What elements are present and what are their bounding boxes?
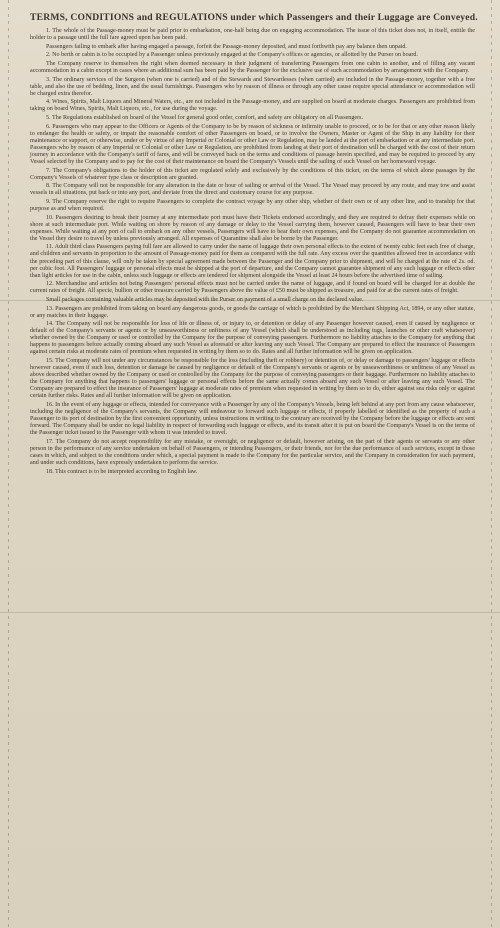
- clause: 12. Merchandise and articles not being Passengers' personal effects must not be carried under the name of luggage, and if found on board will be charged for at double the current rates of freight. All specie, bullion or other treasure carried by Passengers above the value of £50 must be shipped as treasure, and paid for at the current rates of freight.: [30, 281, 475, 295]
- clause: 11. Adult third class Passengers paying full fare are allowed to carry under the name of luggage their own personal effects to the extent of twenty cubic feet each free of charge, and children and servants in proportion to the amount of Passage-money paid for them as compared with the full rate. Any excess over the quantities allowed free in accordance with the preceding part of this clause, will only be taken by special agreement made between the Passenger and the Company prior to shipment, and will be charged at the rate of 2s. od. per cubic foot. All Passengers' luggage or personal effects must be shipped at the port of departure, and the Company cannot guarantee shipment of any such luggage or effects other than light articles for use in the cabin, unless such luggage or effects are tendered for shipment alongside the Vessel at least 24 hours before the advertised time of sailing.: [30, 244, 475, 279]
- clause: 8. The Company will not be responsible for any alteration in the date or hour of sailing or arrival of the Vessel. The Vessel may proceed by any route, and may tow and assist vessels in all situations, put back or into any port, and deviate from the direct and customary course for any purpose.: [30, 183, 475, 197]
- terms-content: [30, 12, 478, 477]
- clause: 16. In the event of any luggage or effects, intended for conveyance with a Passenger by any of the Company's Vessels, being left behind at any port from any cause whatsoever, including the negligence of the Company's servants, the Company will endeavour to forward such luggage or effects, if properly labelled or identified as the property of such a Passenger to its port of destination by the first convenient opportunity, unless instructions in writing to the contrary are received by the Company before the luggage or effects are sent forward. The Company shall be under no legal liability in respect of forwarding such luggage or effects, and its transit after it is put on board the Company's Vessel is on the terms of the Passenger ticket issued to the Passenger with whom it was intended to travel.: [30, 401, 475, 437]
- clause: Small packages containing valuable articles may be deposited with the Purser on payment of a small charge on the declared value.: [46, 296, 364, 303]
- clause: 5. The Regulations established on board of the Vessel for general good order, comfort, and safety are obligatory on all Passengers.: [46, 115, 363, 122]
- fold-line: [0, 612, 500, 613]
- clause: 7. The Company's obligations to the holder of this ticket are regulated solely and exclusively by the conditions of this ticket, on the terms of which alone passages by the Company's Vessels of whatever type class or description are granted.: [30, 167, 475, 181]
- clause: 17. The Company do not accept responsibility for any mistake, or oversight, or negligence or default, however arising, on the part of their agents or servants or any other person in the performance of any service undertaken on behalf of Passengers, or intending Passengers, or their friends, nor for the due performance of such services, except in those cases in which, and subject to the conditions under which, a special payment is made to the Company for the particular service, and the Company in consideration for such payment, and under such conditions, have expressly undertaken to perform the service.: [30, 438, 475, 466]
- clause: Passengers failing to embark after having engaged a passage, forfeit the Passage-money deposited, and must forthwith pay any balance then unpaid.: [46, 43, 407, 50]
- clause: 6. Passengers who may appear to the Officers or Agents of the Company to be by reason of sickness or infirmity unable to proceed, or to be for that or any other reason likely to endanger the health or safety, or impair the reasonable comfort of other Passengers on board, or to involve the Owners, Master or Agent of the Ship in any liability for their maintenance or support, or otherwise, under or by virtue of any Imperial or Colonial or other Law or Regulation, may be landed at the port of embarkation or at any intermediate port. Passengers who by reason of any Imperial or Colonial or other Law or Regulation, are prohibited from landing at their port of destination will be charged with the cost of their return journey in accordance with the Company's tariff of fares, and will be conveyed back on the terms and conditions of passage herein specified, and may be required to proceed by any Vessel selected by the Company and to pay for the cost of their maintenance on board the Company's Vessels until the sailing of such Vessel on her homeward voyage.: [30, 123, 475, 165]
- clause: 13. Passengers are prohibited from taking on board any dangerous goods, or goods the carriage of which is prohibited by the Merchant Shipping Act, 1894, or any other statute, or any matches in their luggage.: [30, 305, 475, 319]
- clause: 2. No berth or cabin is to be occupied by a Passenger unless previously engaged at the Company's offices or agencies, or allotted by the Purser on board.: [46, 52, 418, 59]
- clause: 18. This contract is to be interpreted according to English law.: [46, 468, 198, 475]
- clause: 3. The ordinary services of the Surgeon (when one is carried) and of the Stewards and Stewardesses (when carried) are included in the Passage-money, together with a free table, and also the use of bedding, linen, and the usual furnishings. Passengers who by reason of illness or through any other cause require special attendance or accommodation will be charged extra therefor.: [30, 76, 475, 97]
- right-perforation: [491, 0, 492, 928]
- clause: 15. The Company will not under any circumstances be responsible for the loss (including theft or robbery) or detention of, or delay or damage to passengers' luggage or effects however caused, even if such loss, detention or damage be caused by negligence or default of the Company's servants or agents or by unseaworthiness or unfitness of any Vessel as above described whether owned by the Company or used or controlled by the Company for the purpose of conveying passengers or their baggage. Furthermore no liability attaches to the Company for anything that happens to passengers' luggage or personal effects before the same actually comes aboard any such Vessel or after leaving any such Vessel. The Company are prepared to effect the insurance of Passengers' luggage at moderate rates of premium when requested in writing by them so to do, either against sea risks only or against certain further risks. Rates and all further information will be given on application.: [30, 358, 475, 400]
- clause: 4. Wines, Spirits, Malt Liquors and Mineral Waters, etc., are not included in the Passage-money, and are supplied on board at moderate charges. Passengers are prohibited from taking on board Wines, Spirits, Malt Liquors, etc., for use during the voyage.: [30, 99, 475, 113]
- clause: 10. Passengers desiring to break their journey at any intermediate port must have their Tickets endorsed accordingly, and they are required to defray their expenses while on shore at such intermediate port. While waiting on shore by reason of any damage or delay to the Vessel carrying them, however caused, Passengers will have to bear their own expenses. While waiting at any port of call to embark on any other vessels, Passengers will have to bear their own expenses, and the Company do not guarantee accommodation on the Vessel they desire to travel by unless previously arranged. All expenses of Quarantine shall also be borne by the Passenger.: [30, 214, 475, 242]
- clause: 14. The Company will not be responsible for loss of life or illness of, or injury to, or detention or delay of any Passenger however caused, even if caused by negligence or default of the Company's servants or agents or by unseaworthiness or unfitness of any Vessel (which shall be understood as including tugs, launches or other craft whatsoever) whether owned by the Company or used or controlled by the Company for the purpose of conveying passengers. Furthermore no liability attaches to the Company for anything that happens to passengers before actually coming aboard any such Vessel as aforesaid or after leaving any such Vessel. The Company are prepared to effect the insurance of Passengers against certain risks at moderate rates of premium when requested in writing by them so to do. Rates and all further information will be given on application.: [30, 321, 475, 356]
- clause: 9. The Company reserve the right to require Passengers to complete the contract voyage by any other ship, whether of their own or of any other line, and to tranship for that purpose as and when required.: [30, 198, 475, 213]
- page-title: TERMS, CONDITIONS and REGULATIONS under which Passengers and their Luggage are Conveyed.: [30, 12, 478, 23]
- clause: The Company reserve to themselves the right when deemed necessary in their judgment of transferring Passengers from one cabin to another, and of filling any vacant accommodation in a cabin except in cases where an additional sum has been paid by the Passenger for the exclusive use of such accommodation by arrangement with the Company.: [30, 60, 475, 75]
- left-perforation: [8, 0, 9, 928]
- clause: 1. The whole of the Passage-money must be paid prior to embarkation, one-half being due on engaging accommodation. The issue of this ticket does not, in itself, entitle the holder to a passage until the full fare agreed upon has been paid.: [30, 28, 475, 42]
- clause-list: [30, 28, 475, 476]
